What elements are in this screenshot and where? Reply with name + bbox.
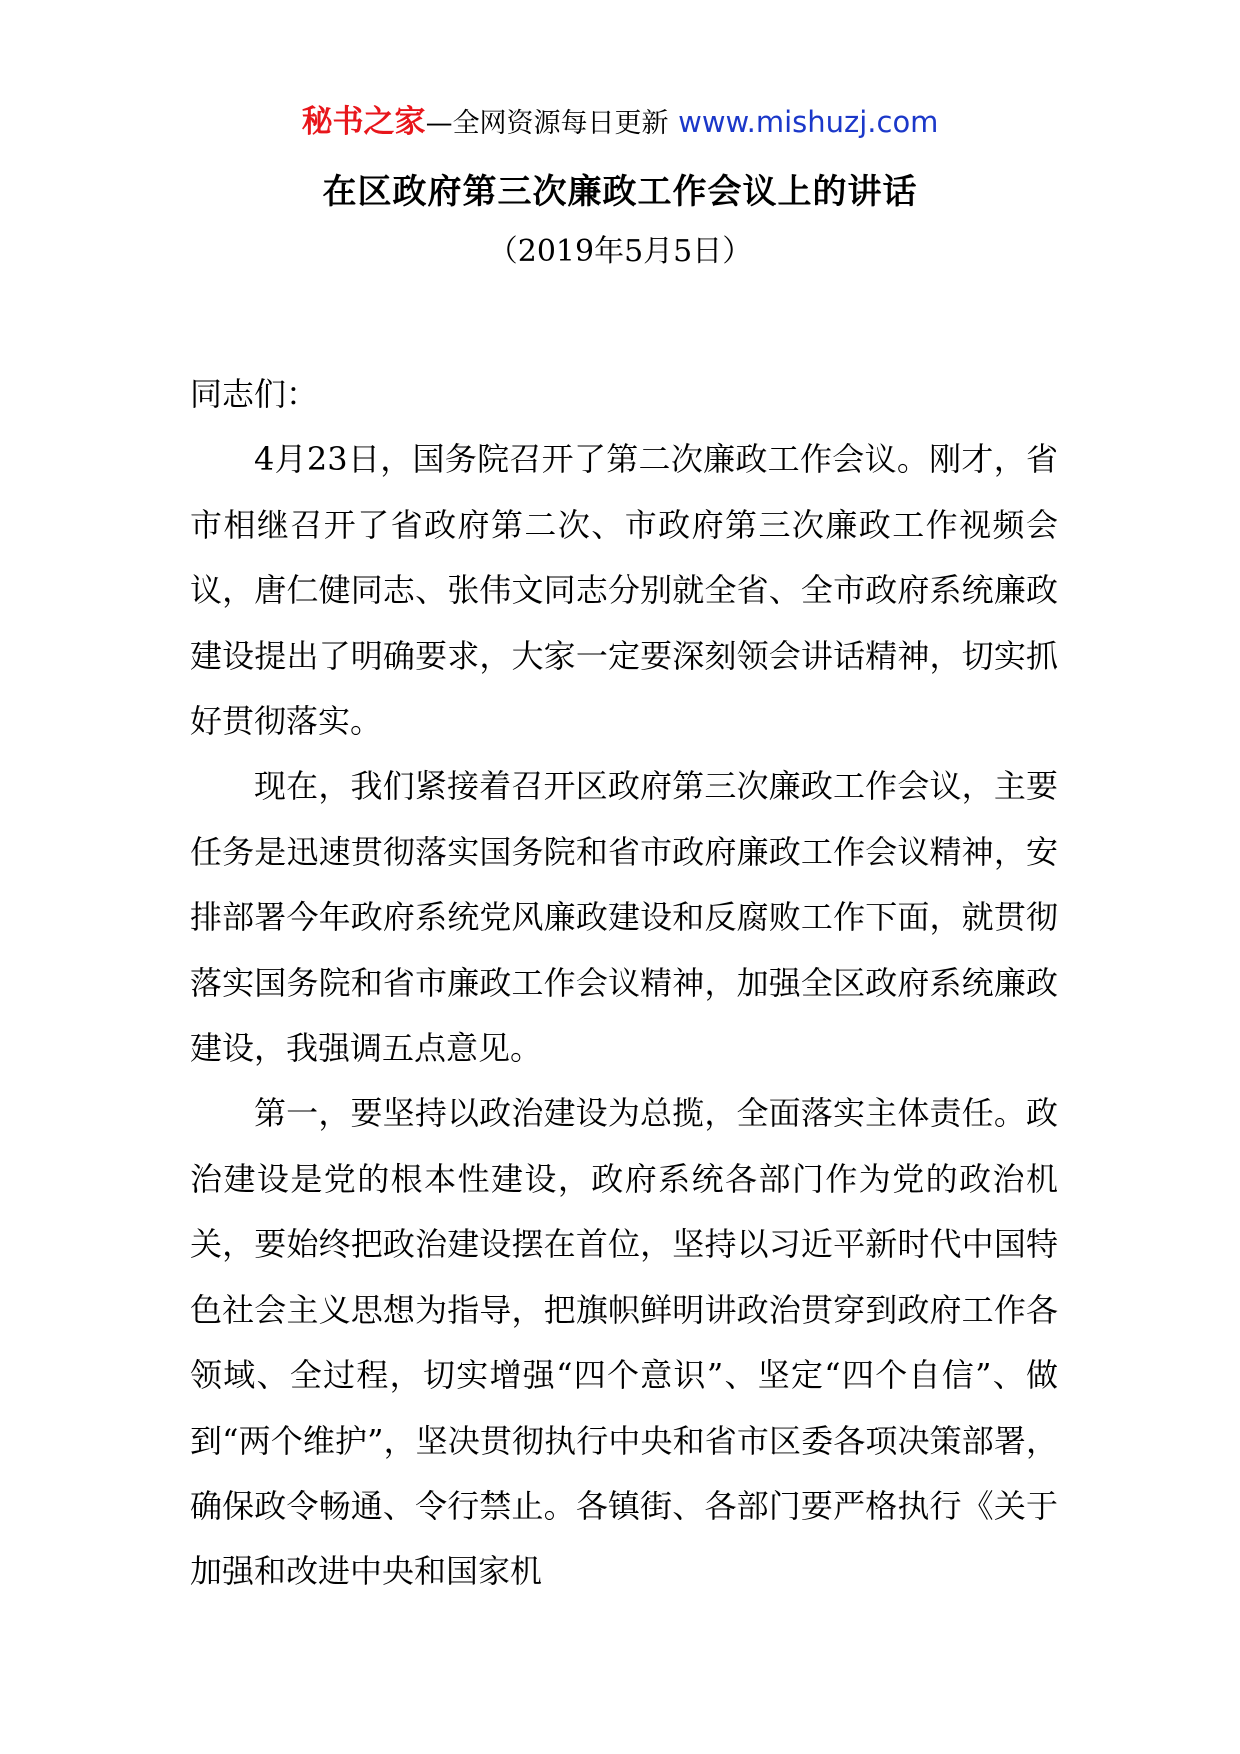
document-body — [190, 362, 1058, 1605]
site-url-link[interactable]: www.mishuzj.com — [678, 105, 939, 139]
paragraph-1: 4月23日，国务院召开了第二次廉政工作会议。刚才，省市相继召开了省政府第二次、市政府第三次廉政工作视频会议，唐仁健同志、张伟文同志分别就全省、全市政府系统廉政建设提出了明确要求，大家一定要深刻领会讲话精神，切实抓好贯彻落实。 — [190, 440, 1058, 741]
paragraph-2: 现在，我们紧接着召开区政府第三次廉政工作会议，主要任务是迅速贯彻落实国务院和省市政府廉政工作会议精神，安排部署今年政府系统党风廉政建设和反腐败工作下面，就贯彻落实国务院和省市廉政工作会议精神，加强全区政府系统廉政建设，我强调五点意见。 — [190, 767, 1058, 1068]
salutation: 同志们： — [190, 375, 319, 413]
document-title: 在区政府第三次廉政工作会议上的讲话 — [322, 172, 918, 212]
site-slogan: —全网资源每日更新 — [425, 108, 669, 139]
brand-name: 秘书之家 — [301, 104, 426, 140]
paragraph-3: 第一，要坚持以政治建设为总揽，全面落实主体责任。政治建设是党的根本性建设，政府系统各部门作为党的政治机关，要始终把政治建设摆在首位，坚持以习近平新时代中国特色社会主义思想为指导，把旗帜鲜明讲政治贯穿到政府工作各领域、全过程，切实增强“四个意识”、坚定“四个自信”、做到“两个维护”，坚决贯彻执行中央和省市区委各项决策部署，确保政令畅通、令行禁止。各镇街、各部门要严格执行《关于加强和改进中央和国家机 — [190, 1094, 1058, 1591]
site-header — [0, 100, 1240, 146]
document-date: （2019年5月5日） — [487, 234, 753, 269]
